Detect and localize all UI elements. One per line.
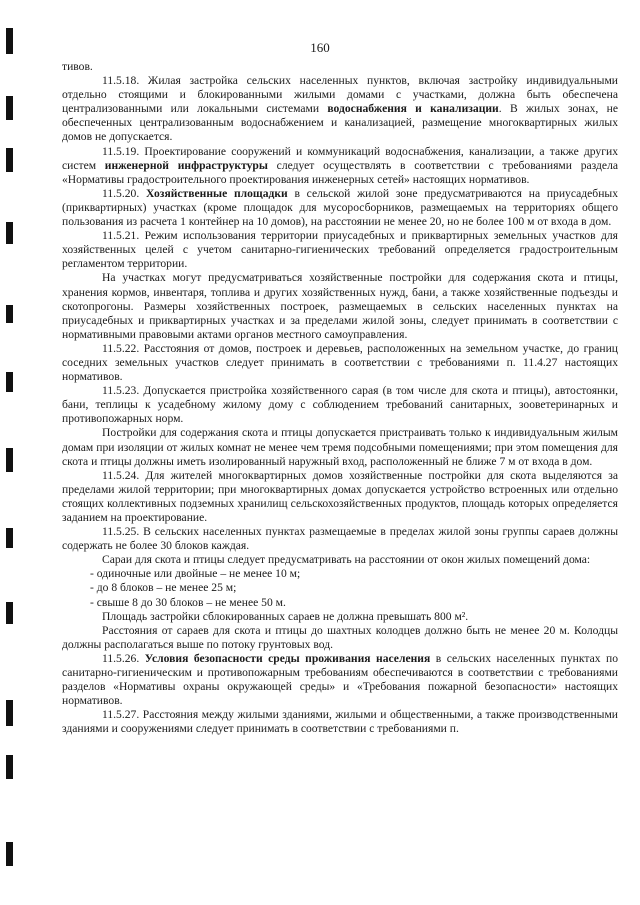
text-run: На участках могут предусматриваться хозяйственные постройки для содержания скота и птицы, хранения кормов, инвентаря, топлива и других хозяйственных нужд, бани, а также хозяйственные подъезды и скотопрогоны. Размеры хозяйственных построек, размещаемых в сельских населенных пунктах на приусадебных и приквартирных участках и за пределами жилой зоны, следует принимать в соответствии с нормативными правовыми актами органов местного самоуправления. (62, 271, 618, 341)
paragraph (62, 610, 618, 624)
paragraph (62, 624, 618, 652)
text-run: тивов. (62, 60, 93, 73)
text-run: 11.5.23. Допускается пристройка хозяйственного сарая (в том числе для скота и птицы), автостоянки, бани, теплицы к усадебному жилому дому с соблюдением требований санитарных, зооветеринарных и противопожарных норм. (62, 384, 618, 426)
binding-mark (6, 755, 13, 779)
binding-mark (6, 305, 13, 323)
paragraph (62, 553, 618, 567)
text-run: - одиночные или двойные – не менее 10 м; (90, 567, 301, 581)
paragraph (62, 187, 618, 229)
paragraph (62, 342, 618, 384)
text-run: 11.5.25. В сельских населенных пунктах размещаемые в пределах жилой зоны группы сараев должны содержать не более 30 блоков каждая. (62, 525, 618, 553)
paragraph (62, 525, 618, 553)
binding-mark (6, 528, 13, 548)
document-body (62, 60, 618, 737)
binding-mark (6, 148, 13, 172)
text-run: 11.5.19. Проектирование сооружений и коммуникаций водоснабжения, канализации, а также других систем (62, 144, 618, 172)
paragraph (62, 229, 618, 271)
list-item (62, 596, 618, 610)
binding-mark (6, 700, 13, 726)
binding-mark (6, 372, 13, 392)
binding-mark (6, 222, 13, 244)
text-run: - до 8 блоков – не менее 25 м; (90, 581, 237, 595)
text-run: следует осуществлять в соответствии с требованиями раздела «Нормативы градостроительного проектирования инженерных сетей» настоящих нормативов. (62, 158, 618, 186)
paragraph (62, 74, 618, 144)
text-run: 11.5.20. (102, 186, 146, 200)
text-run: 11.5.27. Расстояния между жилыми зданиями, жилыми и общественными, а также производственными зданиями и сооружениями следует принимать в соответствии с требованиями п. (62, 708, 618, 736)
binding-mark (6, 448, 13, 472)
bold-term: Условия безопасности среды проживания населения (144, 651, 431, 665)
paragraph (62, 426, 618, 468)
bold-term: Хозяйственные площадки (145, 186, 288, 200)
text-run: . В жилых зонах, не обеспеченных централизованным водоснабжением и канализацией, размещение многоквартирных жилых домов не допускается. (62, 102, 618, 144)
paragraph (62, 384, 618, 426)
text-run: 11.5.26. (102, 651, 145, 665)
text-run: - свыше 8 до 30 блоков – не менее 50 м. (90, 595, 286, 609)
text-run: Площадь застройки сблокированных сараев не должна превышать 800 м². (102, 609, 469, 623)
list-item (62, 567, 618, 581)
paragraph (62, 469, 618, 525)
bold-term: водоснабжения и канализации (327, 102, 499, 116)
text-run: 11.5.18. Жилая застройка сельских населенных пунктов, включая застройку индивидуальными отдельно стоящими и блокированными жилыми домами с участками, должна быть обеспечена централизованными или локальными системами (62, 74, 618, 116)
text-run: 11.5.22. Расстояния от домов, построек и деревьев, расположенных на земельном участке, до границ соседних земельных участков следует принимать в соответствии с требованиями п. 11.4.27 настоящих нормативов. (62, 341, 618, 384)
paragraph (62, 60, 618, 74)
text-run: Сараи для скота и птицы следует предусматривать на расстоянии от окон жилых помещений дома: (102, 553, 591, 567)
text-run: 11.5.24. Для жителей многоквартирных домов хозяйственные постройки для скота выделяются за пределами жилой территории; при многоквартирных домах допускается устройство встроенных или отдельно стоящих коллективных подземных хранилищ сельскохозяйственных продуктов, площадь которых определяется заданием на проектирование. (62, 468, 618, 524)
text-run: в сельской жилой зоне предусматриваются на приусадебных (приквартирных) участках (кроме площадок для мусоросборников, размещаемых на территориях общего пользования из расчета 1 контейнер на 10 домов), на расстоянии не менее 20, но не более 100 м от входа в дом. (62, 186, 618, 229)
paragraph (62, 145, 618, 187)
text-run: в сельских населенных пунктах по санитарно-гигиеническим и противопожарным требованиям обеспечиваются в соответствии с требованиями разделов «Нормативы охраны окружающей среды» и «Требования пожарной безопасности» настоящих нормативов. (62, 651, 618, 708)
bold-term: инженерной инфраструктуры (104, 158, 268, 172)
binding-mark (6, 602, 13, 624)
text-run: Постройки для содержания скота и птицы допускается пристраивать только к индивидуальным жилым домам при изоляции от жилых комнат не менее чем тремя подсобными помещениями; при этом помещения для скота и птицы должны иметь изолированный наружный вход, расположенный не ближе 7 м от входа в дом. (62, 426, 618, 468)
paragraph (62, 652, 618, 708)
text-run: 11.5.21. Режим использования территории приусадебных и приквартирных земельных участков для хозяйственных целей с учетом санитарно-гигиенических требований определяется градостроительным регламентом территории. (62, 229, 618, 271)
binding-mark (6, 96, 13, 120)
binding-mark (6, 842, 13, 866)
page-number: 160 (310, 40, 330, 55)
text-run: Расстояния от сараев для скота и птицы до шахтных колодцев должно быть не менее 20 м. Колодцы должны располагаться выше по потоку грунтовых вод. (62, 623, 618, 651)
paragraph (62, 708, 618, 736)
list-item (62, 581, 618, 595)
paragraph (62, 271, 618, 341)
